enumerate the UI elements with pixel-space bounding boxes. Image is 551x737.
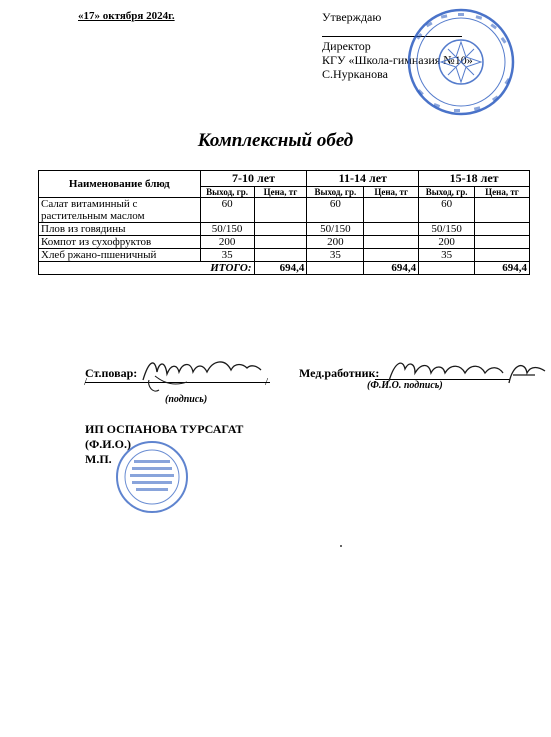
- dish-price: [364, 223, 419, 236]
- price-header: Цена, тг: [475, 187, 530, 198]
- dish-price: [254, 223, 307, 236]
- cook-handwritten-signature: [135, 350, 265, 395]
- fio-caption: (Ф.И.О.): [85, 437, 131, 451]
- total-price: 694,4: [364, 262, 419, 275]
- dish-name: Компот из сухофруктов: [39, 236, 201, 249]
- total-row: [39, 262, 530, 275]
- age-group-header: 7-10 лет: [200, 171, 307, 187]
- dish-name: Хлеб ржано-пшеничный: [39, 249, 201, 262]
- organization-name: ИП ОСПАНОВА ТУРСАГАТ: [85, 422, 244, 436]
- total-empty: [419, 262, 475, 275]
- dish-price: [364, 236, 419, 249]
- dish-price: [475, 223, 530, 236]
- dish-output: 200: [307, 236, 364, 249]
- mp-caption: М.П.: [85, 452, 112, 466]
- dish-output: 200: [419, 236, 475, 249]
- table-row: [39, 249, 530, 262]
- dish-price: [254, 236, 307, 249]
- cook-label: Ст.повар:: [85, 366, 138, 380]
- col-name-header: Наименование блюд: [39, 171, 201, 198]
- dish-price: [475, 249, 530, 262]
- output-header: Выход, гр.: [307, 187, 364, 198]
- cook-slash-right: /: [265, 376, 269, 388]
- dish-name: Плов из говядины: [39, 223, 201, 236]
- med-fio-caption: (Ф.И.О. подпись): [367, 380, 443, 391]
- dish-output: 60: [200, 198, 254, 223]
- age-group-header: 11-14 лет: [307, 171, 419, 187]
- dish-price: [475, 198, 530, 223]
- cook-slash-left: /: [84, 376, 88, 388]
- price-header: Цена, тг: [364, 187, 419, 198]
- school-name: КГУ «Школа-гимназия №10»: [322, 53, 473, 67]
- total-empty: [307, 262, 364, 275]
- age-group-header: 15-18 лет: [419, 171, 530, 187]
- dish-output: 50/150: [419, 223, 475, 236]
- table-header-row: [39, 171, 530, 187]
- dish-price: [364, 198, 419, 223]
- page-title: Комплексный обед: [197, 130, 354, 151]
- cook-podpis-caption: (подпись): [165, 394, 208, 405]
- dish-price: [364, 249, 419, 262]
- dish-price: [254, 198, 307, 223]
- total-price: 694,4: [254, 262, 307, 275]
- price-header: Цена, тг: [254, 187, 307, 198]
- director-name: С.Нурканова: [322, 67, 388, 81]
- table-row: [39, 223, 530, 236]
- total-label: ИТОГО:: [39, 262, 255, 275]
- med-label: Мед.работник:: [299, 366, 380, 380]
- school-seal-stamp: [396, 5, 526, 120]
- menu-table: [38, 170, 530, 275]
- speck: [340, 545, 342, 547]
- dish-price: [475, 236, 530, 249]
- date: «17» октября 2024г.: [78, 10, 175, 22]
- dish-output: 35: [200, 249, 254, 262]
- approve-label: Утверждаю: [322, 10, 382, 24]
- table-row: [39, 198, 530, 223]
- total-price: 694,4: [475, 262, 530, 275]
- dish-output: 60: [307, 198, 364, 223]
- dish-output: 35: [419, 249, 475, 262]
- dish-price: [254, 249, 307, 262]
- dish-output: 35: [307, 249, 364, 262]
- dish-output: 50/150: [307, 223, 364, 236]
- dish-output: 50/150: [200, 223, 254, 236]
- output-header: Выход, гр.: [419, 187, 475, 198]
- director-position: Директор: [322, 39, 371, 53]
- dish-name: Салат витаминный с растительным маслом: [39, 198, 201, 223]
- table-row: [39, 236, 530, 249]
- entrepreneur-seal-stamp: [112, 440, 192, 515]
- dish-output: 60: [419, 198, 475, 223]
- output-header: Выход, гр.: [200, 187, 254, 198]
- dish-output: 200: [200, 236, 254, 249]
